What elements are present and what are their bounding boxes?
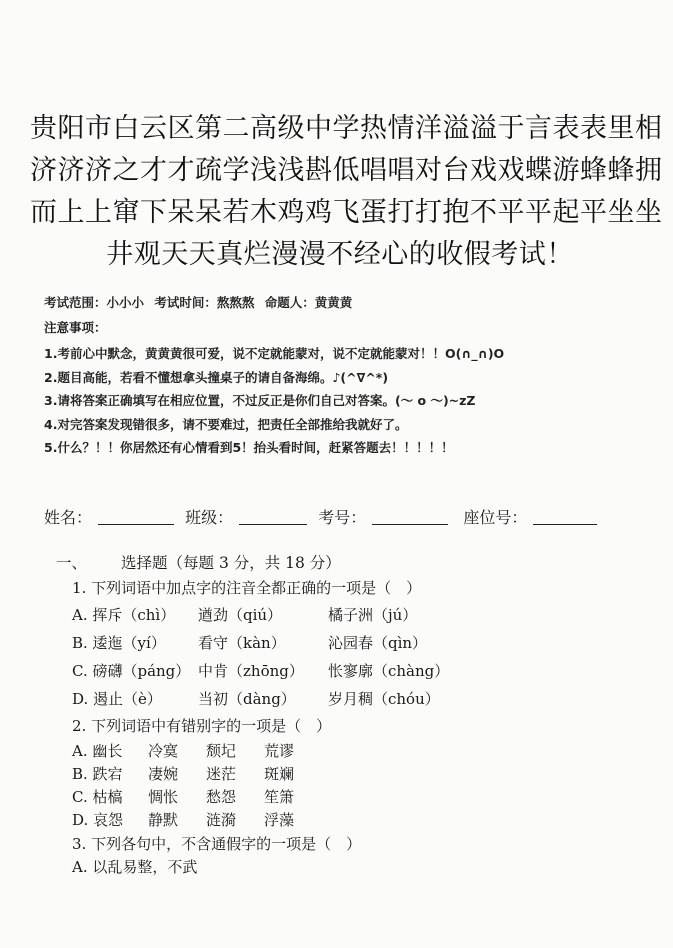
option-text: 笙箫 <box>264 788 295 806</box>
title-line: 井观天天真烂漫漫不经心的收假考试！ <box>106 239 574 270</box>
note-item: 4.对完答案发现错很多，请不要难过，把责任全部推给我就好了。 <box>44 416 408 432</box>
section-heading <box>56 551 341 573</box>
note-item: 1.考前心中默念，黄黄黄很可爱，说不定就能蒙对，说不定就能蒙对！！O(∩_∩)O <box>44 346 505 361</box>
option-text: 迷茫 <box>206 765 237 783</box>
title-line: 济济济之才才疏学浅浅斟低唱唱对台戏戏蝶游蜂蜂拥 <box>30 155 663 186</box>
question-1-stem: 1. 下列词语中加点字的注音全都正确的一项是（ ） <box>72 579 422 597</box>
section-number: 一、 <box>56 554 88 572</box>
option-text: D. 遏止（è） <box>72 690 162 708</box>
option-text: 看守（kàn） <box>198 634 286 652</box>
exam-no-blank[interactable] <box>372 508 448 525</box>
notes-block <box>44 318 644 460</box>
exam-title <box>30 108 663 276</box>
option-text: 沁园春（qìn） <box>328 634 428 652</box>
option-text: 涟漪 <box>206 811 237 829</box>
option-text: 冷寞 <box>148 742 179 760</box>
title-line: 而上上窜下呆呆若木鸡鸡飞蛋打打抱不平平起平坐坐 <box>30 197 663 228</box>
seat-blank[interactable] <box>533 508 597 525</box>
option-text: 中肯（zhōng） <box>198 662 304 680</box>
option-text: 遒劲（qiú） <box>198 606 283 624</box>
option-text: B. 逶迤（yí） <box>72 634 166 652</box>
option-text: 愁怨 <box>206 788 237 806</box>
exam-no-label: 考号： <box>318 508 367 527</box>
option-text: C. 磅礴（páng） <box>72 662 191 680</box>
option-text: 静默 <box>148 811 179 829</box>
exam-scope: 考试范围：小小小 <box>44 295 145 310</box>
option-text: B. 跌宕 <box>72 765 123 783</box>
option-text: 怅寥廓（chàng） <box>328 662 450 680</box>
exam-author: 命题人：黄黄黄 <box>264 295 353 310</box>
option-text: A. 挥斥（chì） <box>72 606 176 624</box>
option-text: 浮藻 <box>264 811 295 829</box>
title-line: 贵阳市白云区第二高级中学热情洋溢溢于言表表里相 <box>30 113 663 144</box>
notes-heading: 注意事项： <box>44 320 107 335</box>
option-text: D. 哀怨 <box>72 811 124 829</box>
option-text: C. 枯槁 <box>72 788 123 806</box>
seat-label: 座位号： <box>463 508 528 527</box>
option-text: 斑斓 <box>264 765 295 783</box>
exam-meta <box>44 293 358 311</box>
student-info-row <box>44 505 654 528</box>
exam-time: 考试时间：熬熬熬 <box>154 295 255 310</box>
option-text: 荒谬 <box>264 742 295 760</box>
question-3-stem: 3. 下列各句中，不含通假字的一项是（ ） <box>72 835 362 853</box>
name-blank[interactable] <box>98 508 174 525</box>
option-text: A. 幽长 <box>72 742 123 760</box>
note-item: 3.请将答案正确填写在相应位置，不过反正是你们自己对答案。(～ o ～)~zZ <box>44 393 476 408</box>
option-text: 惆怅 <box>148 788 179 806</box>
option-text: A. 以乱易整，不武 <box>72 858 198 876</box>
option-text: 凄婉 <box>148 765 179 783</box>
question-2-stem: 2. 下列词语中有错别字的一项是（ ） <box>72 717 332 735</box>
class-label: 班级： <box>185 508 234 527</box>
option-text: 岁月稠（chóu） <box>328 690 440 708</box>
option-text: 当初（dàng） <box>198 690 296 708</box>
class-blank[interactable] <box>239 508 307 525</box>
name-label: 姓名： <box>44 508 93 527</box>
note-item: 2.题目高能，若看不懂想拿头撞桌子的请自备海绵。♪(^∇^*) <box>44 369 389 385</box>
option-text: 颓圮 <box>206 742 237 760</box>
section-title: 选择题（每题 3 分，共 18 分） <box>121 554 341 572</box>
option-text: 橘子洲（jú） <box>328 606 418 624</box>
note-item: 5.什么？！！你居然还有心情看到5！抬头看时间，赶紧答题去！！！！！ <box>44 440 454 455</box>
